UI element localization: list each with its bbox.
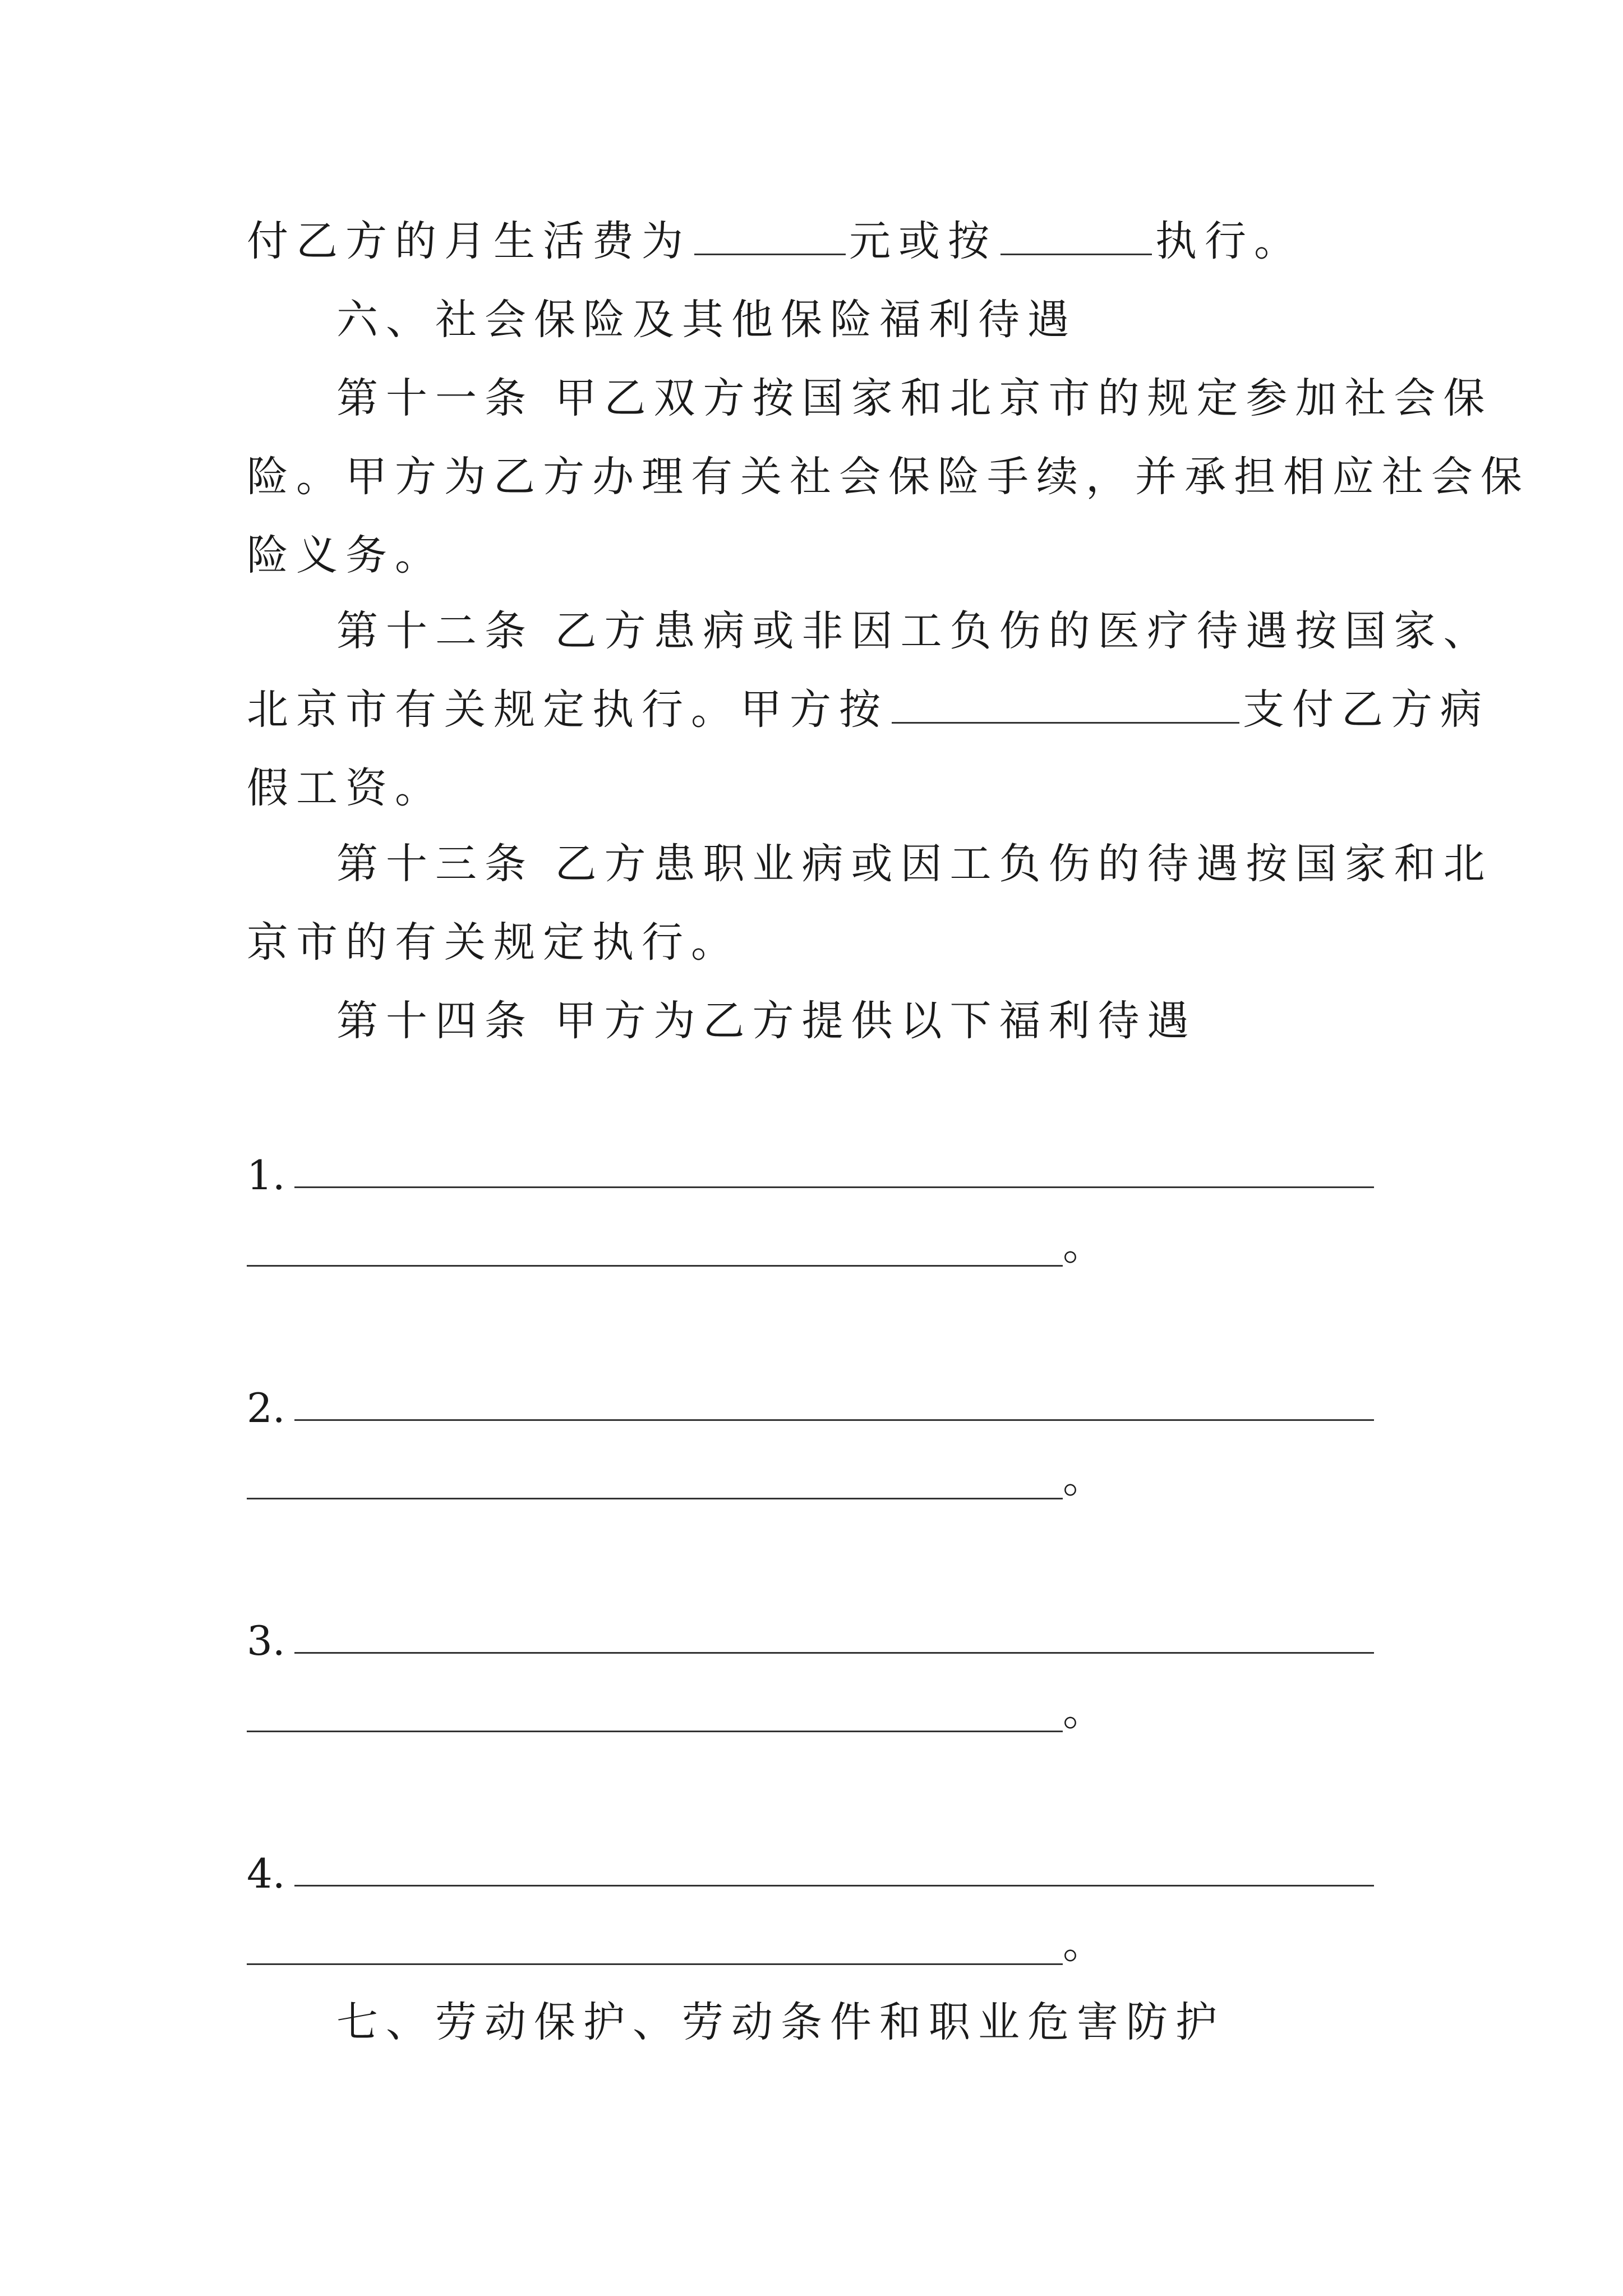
blank-standard-field[interactable] — [1000, 214, 1152, 255]
welfare-item-end-mark: 。 — [1063, 1454, 1104, 1502]
welfare-item-blank-line-1[interactable] — [294, 1652, 1374, 1654]
text-segment: 北京市有关规定执行。甲方按 — [247, 685, 888, 734]
article-12-line-2 — [247, 682, 1490, 738]
welfare-item-blank-line-2[interactable] — [247, 1963, 1063, 1965]
text-segment: 执行。 — [1155, 217, 1303, 265]
welfare-item-end-mark: 。 — [1063, 1687, 1104, 1735]
section-heading-6: 六、社会保险及其他保险福利待遇 — [336, 296, 1077, 344]
welfare-item-end-mark: 。 — [1063, 1920, 1104, 1968]
welfare-item-end-mark: 。 — [1063, 1221, 1104, 1269]
article-13-line-2: 京市的有关规定执行。 — [247, 918, 740, 967]
welfare-item-blank-line-1[interactable] — [294, 1419, 1374, 1421]
article-12-line-3: 假工资。 — [247, 764, 444, 812]
text-segment: 元或按 — [849, 217, 997, 265]
welfare-item-blank-line-2[interactable] — [247, 1265, 1063, 1267]
welfare-item-blank-line-1[interactable] — [294, 1186, 1374, 1188]
welfare-item-number: 1. — [247, 1152, 285, 1199]
section-heading-7: 七、劳动保护、劳动条件和职业危害防护 — [336, 1998, 1225, 2046]
welfare-item-number: 2. — [247, 1384, 285, 1432]
article-11-line-3: 险义务。 — [247, 531, 444, 579]
welfare-item-number: 4. — [247, 1850, 285, 1897]
article-13-line-1: 第十三条 乙方患职业病或因工负伤的待遇按国家和北 — [336, 840, 1493, 888]
article-11-line-1: 第十一条 甲乙双方按国家和北京市的规定参加社会保 — [336, 374, 1493, 422]
welfare-item-number: 3. — [247, 1617, 285, 1664]
article-11-line-2: 险。甲方为乙方办理有关社会保险手续，并承担相应社会保 — [247, 453, 1530, 501]
welfare-item-blank-line-1[interactable] — [294, 1885, 1374, 1887]
text-segment: 支付乙方病 — [1243, 685, 1490, 734]
text-segment: 付乙方的月生活费为 — [247, 217, 691, 265]
welfare-item-blank-line-2[interactable] — [247, 1731, 1063, 1732]
paragraph-living-allowance — [247, 213, 1303, 269]
article-14-heading: 第十四条 甲方为乙方提供以下福利待遇 — [336, 997, 1197, 1045]
welfare-item-blank-line-2[interactable] — [247, 1498, 1063, 1499]
article-12-line-1: 第十二条 乙方患病或非因工负伤的医疗待遇按国家、 — [336, 607, 1493, 655]
blank-amount-field[interactable] — [694, 214, 846, 255]
blank-sick-pay-standard-field[interactable] — [892, 683, 1239, 724]
